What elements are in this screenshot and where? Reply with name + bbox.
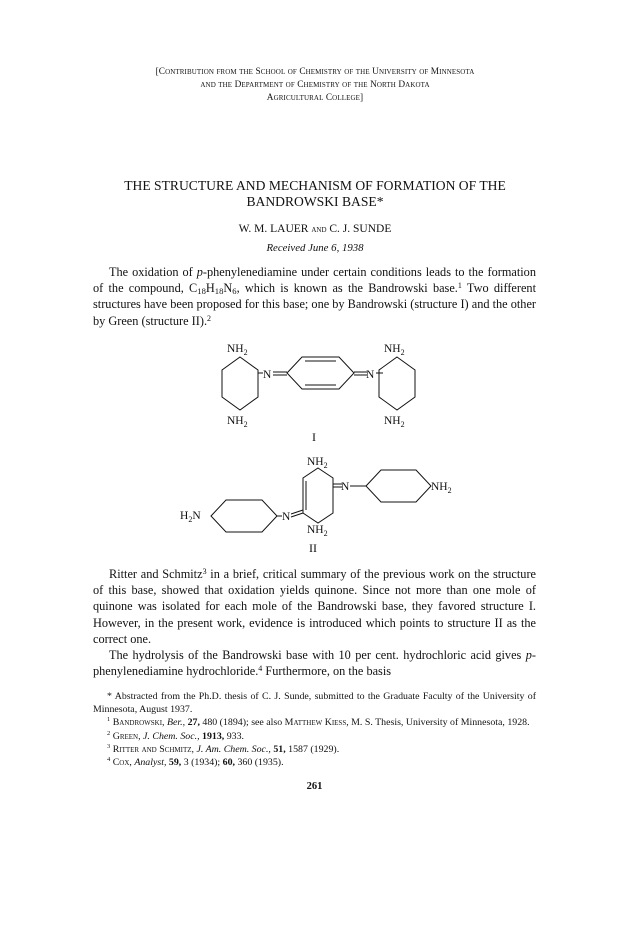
benzene-ring-left bbox=[222, 357, 258, 410]
label-structure-II: II bbox=[309, 541, 317, 555]
formula-sub-2: 18 bbox=[214, 286, 224, 297]
footnote-3: $^3$ Ritter and Schmitz, J. Am. Chem. Soc., 51, 1587 (1929). bbox=[107, 742, 340, 755]
structure-I bbox=[222, 343, 415, 444]
author-2: C. J. SUNDE bbox=[329, 223, 392, 235]
formula-n: N bbox=[223, 281, 233, 296]
contribution-line-3: Agricultural College] bbox=[266, 93, 364, 103]
ref-4: 4 bbox=[258, 664, 263, 674]
nh2-top-left: NH bbox=[227, 343, 244, 355]
label-structure-I: I bbox=[312, 430, 316, 444]
ref-1: 1 bbox=[457, 281, 462, 291]
quinoid-ring-I bbox=[287, 357, 354, 389]
nh2-bottom-II: NH bbox=[307, 524, 324, 536]
nh2-bottom-right: NH bbox=[384, 415, 401, 427]
svg-text:H2N: $H_2N$ bbox=[180, 510, 201, 524]
svg-text:NH2: $NH_2$ bbox=[384, 343, 405, 357]
p3-text-1: The hydrolysis of the Bandrowski base with 10 per cent. hydrochloric acid gives bbox=[109, 648, 526, 663]
title-line-2: BANDROWSKI BASE* bbox=[246, 194, 384, 209]
authors-and: and bbox=[311, 224, 327, 235]
svg-text:NH2: $NH_2$ bbox=[227, 415, 248, 429]
ref-2: 2 bbox=[207, 313, 212, 323]
p1-text-2: -phenylenediamine under certain conditions leads to the formation of the compound, C bbox=[93, 265, 536, 296]
svg-text:NH2: $NH_2$ bbox=[307, 524, 328, 538]
p3-italic-p: p bbox=[525, 648, 532, 663]
nh2-bottom-left: NH bbox=[227, 415, 244, 427]
formula-h: H bbox=[205, 281, 215, 296]
nh2-top-II: NH bbox=[307, 456, 324, 468]
structure-II bbox=[180, 456, 452, 555]
n-right-I: N bbox=[366, 369, 375, 381]
title-line-1: THE STRUCTURE AND MECHANISM OF FORMATION OF THE bbox=[124, 178, 506, 193]
svg-text:NH2: $NH_2$ bbox=[307, 456, 328, 470]
benzene-ring-II-left bbox=[211, 500, 277, 532]
p3-text-3: Furthermore, on the basis bbox=[262, 664, 392, 679]
h2n-left-II: H bbox=[180, 510, 189, 522]
n-left-II: N bbox=[282, 511, 291, 523]
p2-text-2: in a brief, critical summary of the previous work on the structure of this base, showed that oxidation yields quinone. Since not more than one mole of quinone was isolated for each mole of the Bandrowski base, they favored structure I. However, in the present work, evidence is introduced which points to structure II as the correct one. bbox=[93, 567, 536, 646]
n-left-I: N bbox=[263, 369, 272, 381]
footnote-star: * Abstracted from the Ph.D. thesis of C. J. Sunde, submitted to the Graduate Faculty of the University of Minnesota, August 1937. bbox=[93, 691, 536, 716]
footnote-1: $^1$ Bandrowski, Ber., 27, 480 (1894); see also Matthew Kiess, M. S. Thesis, University of Minnesota, 1928. bbox=[107, 716, 530, 729]
quinoid-ring-II bbox=[303, 468, 333, 523]
author-1: W. M. LAUER bbox=[238, 223, 309, 235]
p1-text-1: The oxidation of bbox=[109, 265, 197, 279]
nh2-top-right: NH bbox=[384, 343, 401, 355]
contribution-line-2: and the Department of Chemistry of the North Dakota bbox=[200, 80, 430, 90]
p1-text-3: , which is known as the Bandrowski base. bbox=[236, 281, 458, 296]
p1-text-4: Two different structures have been proposed for this base; one by Bandrowski (structure I) and the other by Green (structure II). bbox=[93, 281, 536, 328]
benzene-ring-right bbox=[379, 357, 415, 410]
benzene-ring-II-right bbox=[366, 470, 431, 502]
footnotes bbox=[93, 690, 536, 769]
svg-text:NH2: $NH_2$ bbox=[227, 343, 248, 357]
contribution-line-1: [Contribution from the School of Chemistry of the University of Minnesota bbox=[155, 67, 475, 77]
nh2-right-II: NH bbox=[431, 481, 448, 493]
p2-text-1: Ritter and Schmitz bbox=[109, 567, 203, 581]
received-date: Received June 6, 1938 bbox=[266, 242, 364, 254]
footnote-4: $^4$ Cox, Analyst, 59, 3 (1934); 60, 360 (1935). bbox=[107, 756, 284, 769]
svg-text:NH2: $NH_2$ bbox=[431, 481, 452, 495]
formula-sub-3: 6 bbox=[232, 286, 237, 297]
formula-sub-1: 18 bbox=[197, 286, 206, 297]
p3-text-2: -phenylenediamine hydrochloride. bbox=[93, 648, 536, 679]
p1-italic-p: p bbox=[196, 265, 203, 279]
paragraph-2 bbox=[93, 566, 536, 679]
footnote-2: $^2$ Green, J. Chem. Soc., 1913, 933. bbox=[107, 729, 244, 742]
page-number: 261 bbox=[306, 781, 323, 792]
n-right-II: N bbox=[341, 481, 350, 493]
ref-3: 3 bbox=[202, 567, 207, 576]
svg-text:NH2: $NH_2$ bbox=[384, 415, 405, 429]
